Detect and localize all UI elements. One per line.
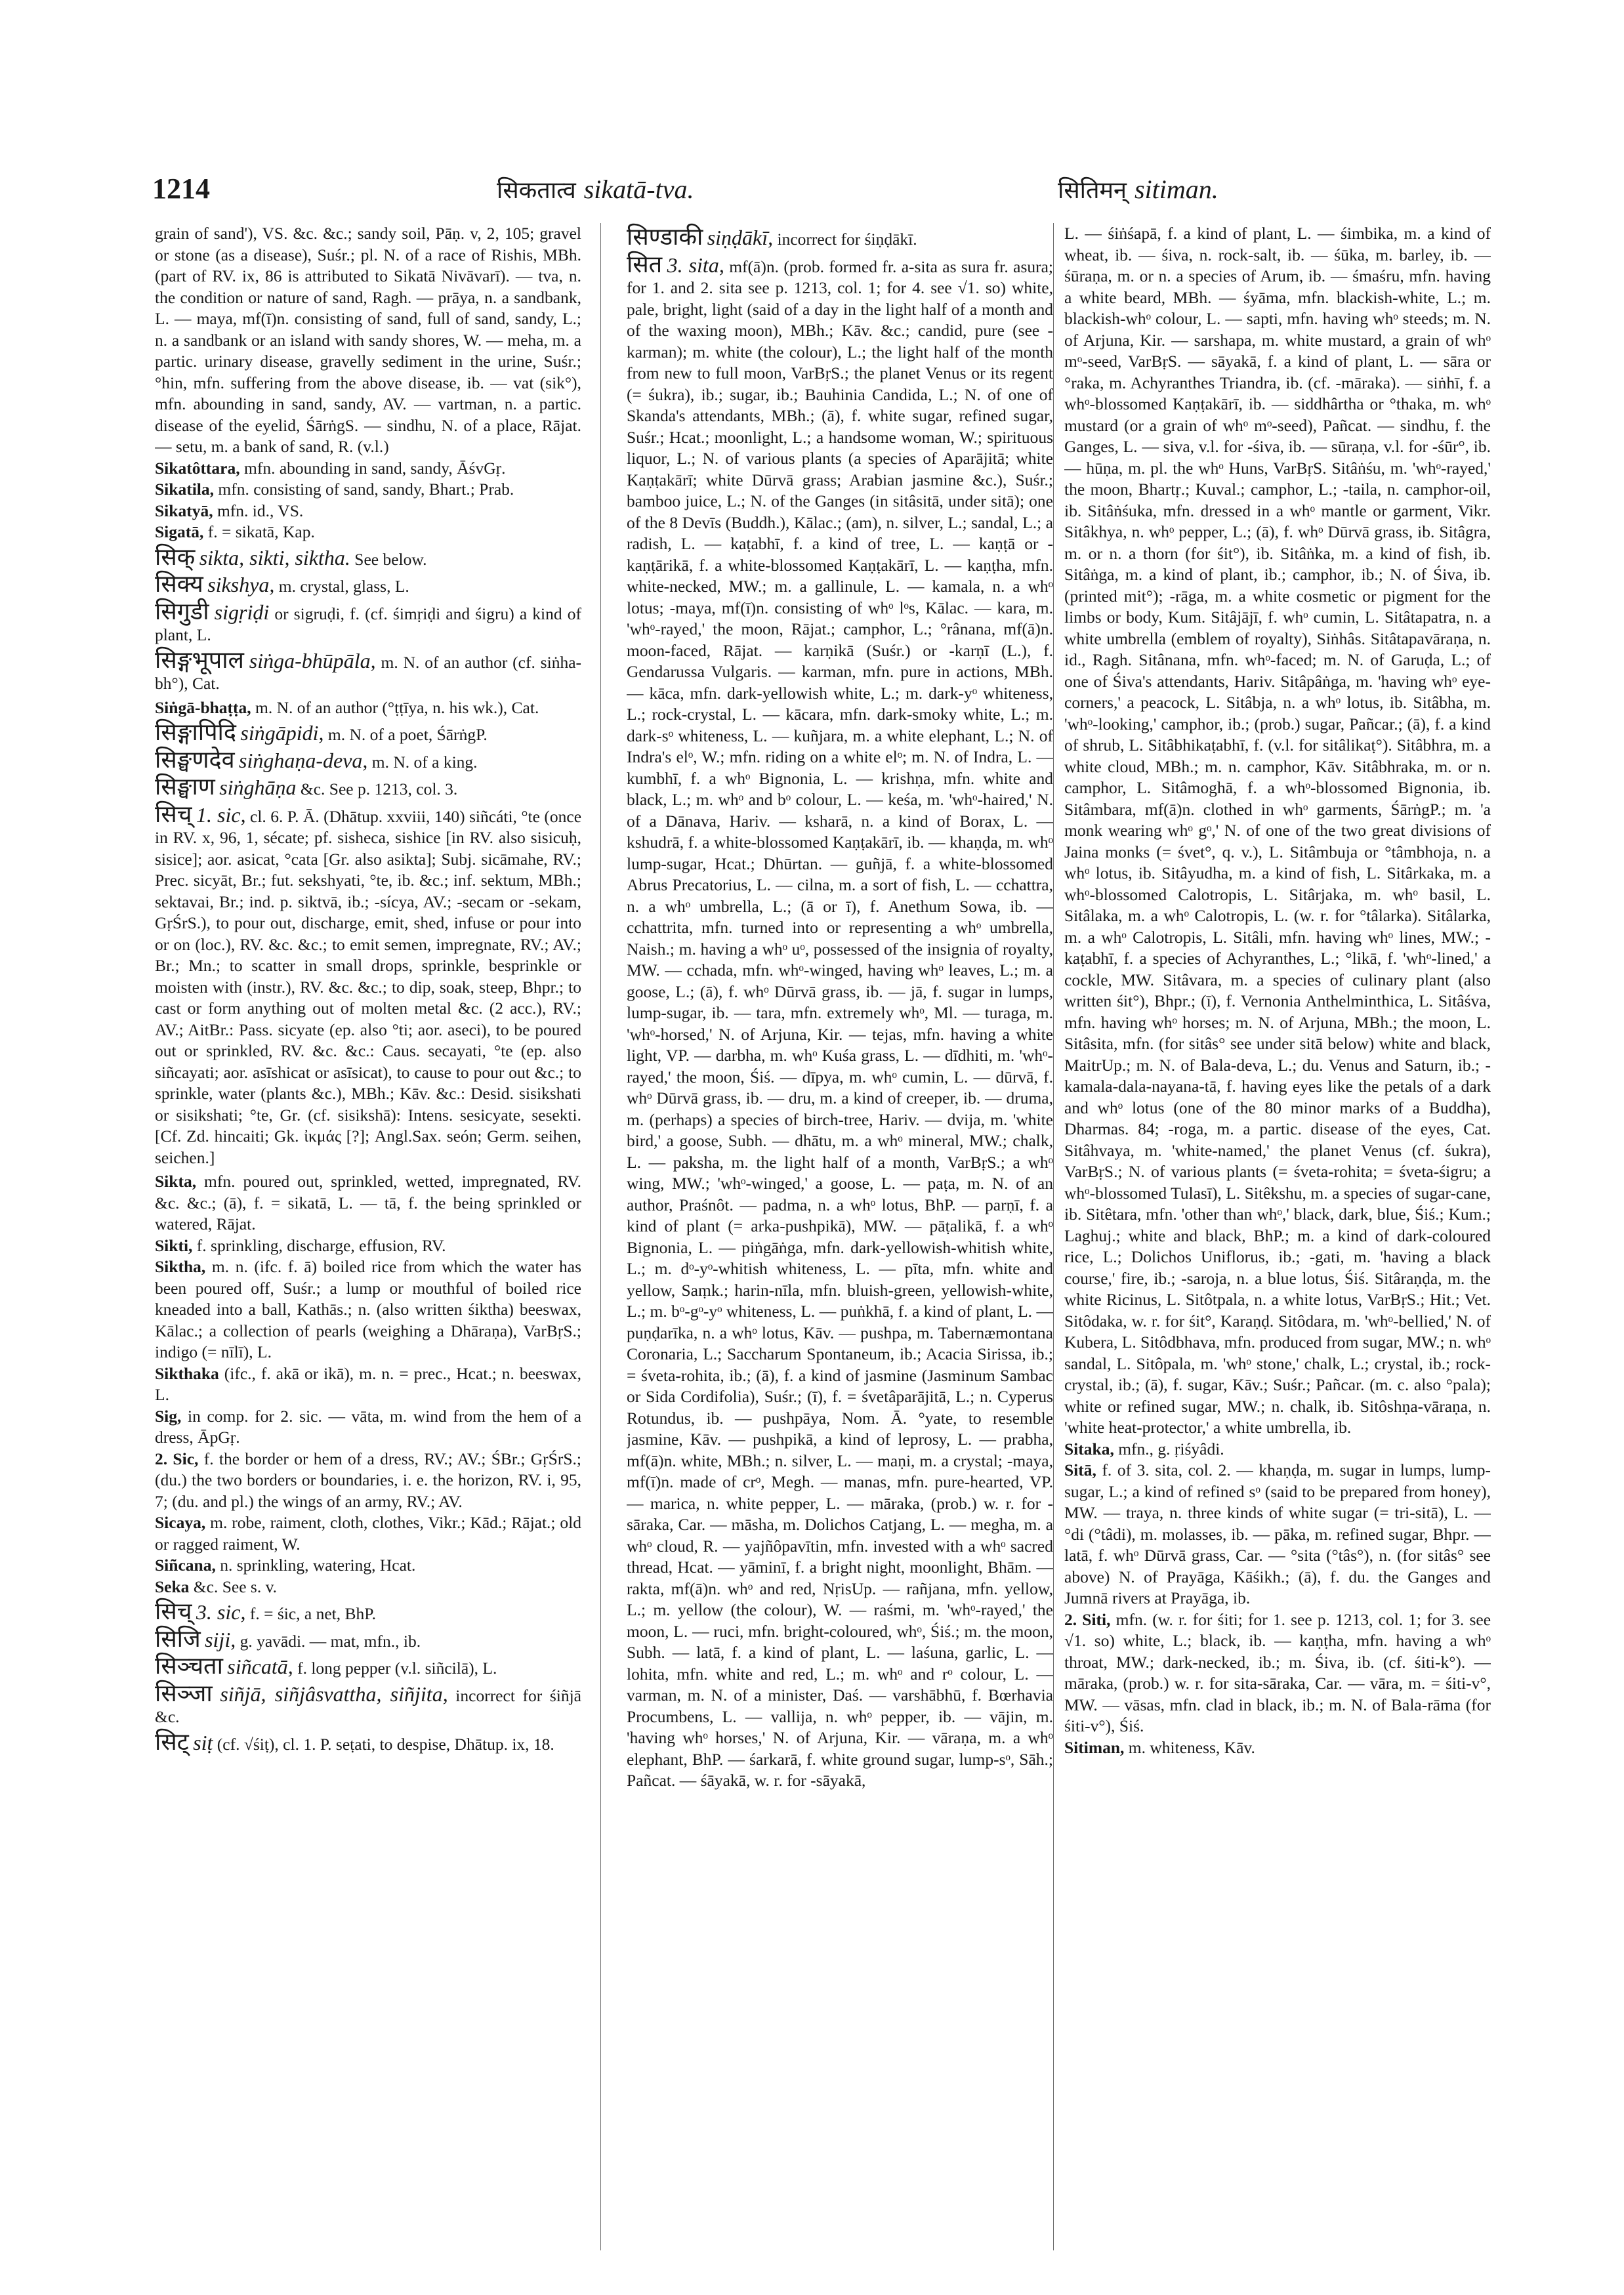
column-rule [1053, 223, 1054, 2250]
entry-translit: siṭ [193, 1730, 213, 1754]
dictionary-entry [155, 543, 581, 571]
right-head-devanagari: सितिमन् [1058, 177, 1127, 204]
entry-text: incorrect for śiṇḍākī. [777, 230, 917, 249]
entry-text: g. yavādi. — mat, mfn., ib. [239, 1631, 421, 1651]
entry-text: n. sprinkling, watering, Hcat. [220, 1556, 416, 1575]
entry-translit: siṇḍākī, [707, 226, 774, 249]
entry-text: mfn. poured out, sprinkled, wetted, impregnated, RV. &c. &c.; (ā), f. = sikatā, L. — tā, f. the being sprinkled or watered, Rājat. [155, 1172, 581, 1233]
entry-devanagari: सिङ्घणदेव [155, 746, 235, 774]
right-head-translit: sitiman. [1135, 175, 1218, 204]
entry-text: mfn. consisting of sand, sandy, Bhart.; Prab. [218, 480, 514, 499]
entry-text: m. N. of an author (cf. siṅha-bh°), Cat. [155, 652, 581, 693]
dictionary-entry [155, 800, 581, 1169]
entry-headword: Siṅgā-bhaṭṭa, [155, 697, 251, 717]
entry-text: cl. 6. P. Ā. (Dhātup. xxviii, 140) siñcáti, °te (once in RV. x, 96, 1, sécate; pf. sisheca, sishice [in RV. also sisicuḥ, sisice]; aor. asicat, °cata [Gr. also asikta]; Subj. sicāmahe, RV.; Prec. sicyāt, Br.; fut. sekshyati, °te, ib. &c.; inf. sektum, MBh.; sektavai, Br.; ind. p. siktvā, ib.; -sícya, AV.; -secam or -sekam, GṛŚrS.), to pour out, discharge, emit, shed, infuse or pour into or on (loc.), RV. &c. &c.; to emit semen, impregnate, RV.; AV.; Br.; Mn.; to scatter in small drops, sprinkle, besprinkle or moisten with (instr.), RV. &c. &c.; to dip, soak, steep, Bhpr.; to cast or form anything out of molten metal &c. (2 acc.), RV.; AV.; AitBr.: Pass. sicyate (ep. also °ti; aor. aseci), to be poured out or sprinkled, RV. &c. &c.: Caus. secayati, °te (ep. also siñcayati; aor. asīshicat or asīsicat), to cause to pour out &c.; to sprinkle, water (plants &c.), MBh.; Kāv. &c.: Desid. sisikshati or sisikshati; °te, Gr. (cf. sisikshā): Intens. sesicyate, sesekti. [Cf. Zd. hincaiti; Gk. ἰκμάς [?]; Angl.Sax. seón; Germ. seihen, seichen.] [155, 806, 581, 1167]
entry-translit: siṅgāpidi, [240, 721, 324, 745]
entry-text: in comp. for 2. sic. — vāta, m. wind from the hem of a dress, ĀpGṛ. [155, 1406, 581, 1447]
dictionary-entry [155, 1555, 581, 1577]
dictionary-entry [155, 501, 581, 522]
entry-text: f. = sikatā, Kap. [207, 522, 315, 541]
entry-devanagari: सित [627, 251, 663, 278]
entry-text: m. whiteness, Kāv. [1128, 1737, 1255, 1757]
dictionary-entry [627, 224, 1053, 251]
entry-text: See below. [354, 549, 427, 569]
entry-headword: Sikta, [155, 1172, 197, 1191]
entry-text: m. crystal, glass, L. [278, 577, 409, 596]
entry-text: m. robe, raiment, cloth, clothes, Vikr.; Kād.; Rājat.; old or ragged raiment, W. [155, 1513, 581, 1554]
entry-translit: siṅga-bhūpāla, [249, 648, 376, 672]
entry-devanagari: सिगुडी [155, 598, 209, 625]
entry-translit: 1. sic, [196, 802, 246, 827]
dictionary-entry [1064, 223, 1491, 1439]
dictionary-entry [155, 697, 581, 719]
entry-translit: sikta, sikti, siktha. [199, 545, 350, 569]
entry-headword: Siñcana, [155, 1556, 216, 1575]
entry-text: (cf. √śiṭ), cl. 1. P. seṭati, to despise, Dhātup. ix, 18. [217, 1734, 554, 1754]
dictionary-entry [1064, 1439, 1491, 1460]
entry-devanagari: सिच् [155, 800, 192, 828]
dictionary-entry [155, 1171, 581, 1235]
entry-text: &c. See p. 1213, col. 3. [300, 779, 458, 798]
entry-text: mf(ā)n. (prob. formed fr. a-sita as sura fr. asura; for 1. and 2. sita see p. 1213, col. 1; for 4. see √1. so) white, pale, bright, light (said of a day in the light half of a month and of the waxing moon), MBh.; Kāv. &c.; candid, pure (see -karman); m. white (the colour), L.; the light half of the month from new to full moon, VarBṛS.; the planet Venus or its regent (= śukra), ib.; sugar, ib.; Bauhinia Candida, L.; N. of one of Skanda's attendants, MBh.; (ā), f. white sugar, refined sugar, Suśr.; Hcat.; moonlight, L.; a handsome woman, W.; spirituous liquor, L.; N. of various plants (a species of Aparājitā; white Kaṇṭakārī; white Dūrvā grass; Arabian jasmine &c.), Suśr.; bamboo juice, L.; N. of the Ganges (in sitâsitā, under sitā); one of the 8 Devīs (Buddh.), Kālac.; (am), n. silver, L.; sandal, L.; a radish, L. — kaṭabhī, f. a kind of tree, L. — kaṇṭā or -kaṇṭārikā, f. a white-blossomed Kaṇṭakārī, L. — kaṇṭha, mfn. white-necked, MW.; m. a gallinule, L. — kamala, n. a whᵒ lotus; -maya, mf(ī)n. consisting of whᵒ lᵒs, Kālac. — kara, m. 'whᵒ-rayed,' the moon, Rājat.; camphor, L.; °rânana, mf(ā)n. moon-faced, Rājat. — karṇikā (Suśr.) or -karṇī (L.), f. Gendarussa Vulgaris. — karman, mfn. pure in actions, MBh. — kāca, mfn. dark-yellowish white, L.; m. dark-yᵒ whiteness, L.; rock-crystal, L. — kācara, mfn. dark-smoky white, L.; m. dark-sᵒ whiteness, L. — kuñjara, m. a white elephant, L.; N. of Indra's elᵒ, W.; mfn. riding on a white elᵒ; m. N. of Indra, L. — kumbhī, f. a whᵒ Bignonia, L. — krishṇa, mfn. white and black, L.; m. whᵒ and bᵒ colour, L. — keśa, m. 'whᵒ-haired,' N. of a Dānava, Hariv. — ksharā, n. a kind of Borax, L. — kshudrā, f. a white-blossomed Kaṇṭakārī, ib. — khaṇḍa, m. whᵒ lump-sugar, Hcat.; Dhūrtan. — guñjā, f. a white-blossomed Abrus Precatorius, L. — cilna, m. a sort of fish, L. — cchattra, n. a whᵒ umbrella, L.; (ā or ī), f. Anethum Sowa, ib. — cchattrita, mfn. turned into or representing a whᵒ umbrella, Naish.; m. having a whᵒ uᵒ, possessed of the insignia of royalty, MW. — cchada, mfn. whᵒ-winged, having whᵒ leaves, L.; m. a goose, L.; (ā), f. whᵒ Dūrvā grass, ib. — jā, f. sugar in lumps, lump-sugar, ib. — tara, mfn. extremely whᵒ, Ml. — turaga, m. 'whᵒ-horsed,' N. of Arjuna, Kir. — tejas, mfn. having a white light, VP. — darbha, m. whᵒ Kuśa grass, L. — dīdhiti, m. 'whᵒ-rayed,' the moon, Śiś. — dīpya, m. whᵒ cumin, L. — dūrvā, f. whᵒ Dūrvā grass, ib. — dru, m. a kind of creeper, ib. — druma, m. (perhaps) a species of birch-tree, Hariv. — dvija, m. 'white bird,' a goose, Subh. — dhātu, m. a whᵒ mineral, MW.; chalk, L. — paksha, m. the light half of a month, VarBṛS.; a whᵒ wing, MW.; 'whᵒ-winged,' a goose, L. — paṭa, m. N. of an author, Praśnôt. — padma, n. a whᵒ lotus, BhP. — parṇī, f. a kind of plant (= arka-pushpikā), MW. — pāṭalikā, f. a whᵒ Bignonia, L. — piṅgāṅga, mfn. dark-yellowish-whitish white, L.; m. dᵒ-yᵒ-whitish whiteness, L. — pīta, mfn. white and yellow, Saṃk.; harin-nīla, mfn. bluish-green, yellowish-white, L.; m. bᵒ-gᵒ-yᵒ whiteness, L. — puṅkhā, f. a kind of plant, L. — puṇḍarīka, n. a whᵒ lotus, Kāv. — pushpa, m. Tabernæmontana Coronaria, L.; Saccharum Spontaneum, ib.; Acacia Sirissa, ib.; = śveta-rohita, ib.; (ā), f. a kind of jasmine (Jasminum Sambac or Sida Cordifolia), Suśr.; (ī), f. = śvetâparājitā, L.; n. Cyperus Rotundus, ib. — pushpāya, Nom. Ā. °yate, to resemble jasmine, Kāv. — pushpikā, a kind of leprosy, L. — prabha, mf(ā)n. white, MBh.; n. silver, L. — maṇi, m. a crystal; -maya, mf(ī)n. made of crᵒ, Megh. — manas, mfn. pure-hearted, VP. — marica, n. white pepper, L. — māraka, (prob.) w. r. for -sāraka, Car. — māsha, m. Dolichos Catjang, L. — megha, m. a whᵒ cloud, R. — yajñôpavītin, mfn. invested with a whᵒ sacred thread, Hcat. — yāminī, f. a bright night, moonlight, Bhām. — rakta, mf(ā)n. whᵒ and red, NṛisUp. — rañjana, mfn. yellow, L.; m. yellow (the colour), W. — raśmi, m. 'whᵒ-rayed,' the moon, L. — ruci, mfn. bright-coloured, whᵒ, Śiś.; m. the moon, Subh. — latā, f. a kind of plant, L. — laśuna, garlic, L. — lohita, mfn. white and red, L.; m. whᵒ and rᵒ colour, L. — varman, m. N. of a minister, Daś. — varshābhū, f. Bœrhavia Procumbens, L. — vallija, n. whᵒ pepper, ib. — vājin, m. 'having whᵒ horses,' N. of Arjuna, Kir. — vāraṇa, m. a whᵒ elephant, BhP. — śarkarā, f. white ground sugar, lump-sᵒ, Sāh.; Pañcat. — śāyakā, w. r. for -sāyakā, [627, 257, 1053, 1790]
dictionary-entry [155, 458, 581, 480]
dictionary-entry [155, 1449, 581, 1513]
dictionary-entry [1064, 1460, 1491, 1609]
entry-text: f. = śic, a net, BhP. [249, 1604, 376, 1623]
entry-text: (ifc., f. akā or ikā), m. n. = prec., Hcat.; n. beeswax, L. [155, 1363, 581, 1404]
entry-text: or sigruḍi, f. (cf. śimṛiḍi and śigru) a kind of plant, L. [155, 604, 581, 644]
entry-headword: Sikatila, [155, 480, 214, 499]
dictionary-entry [155, 223, 581, 458]
dictionary-entry [155, 746, 581, 774]
entry-translit: 3. sita, [667, 253, 724, 277]
dictionary-entry [627, 251, 1053, 1792]
dictionary-entry [155, 1577, 581, 1598]
entry-text: m. N. of a poet, ŚārṅgP. [327, 725, 488, 744]
entry-translit: siṅghaṇa-deva, [238, 748, 368, 772]
entry-headword: Sigatā, [155, 522, 204, 541]
entry-headword: Sitaka, [1064, 1439, 1114, 1458]
entry-translit: sikshya, [207, 573, 275, 596]
entry-devanagari: सिक्य [155, 571, 203, 598]
entry-text: m. N. of an author (°ṭṭīya, n. his wk.), Cat. [255, 697, 539, 717]
dictionary-entry [155, 1406, 581, 1449]
entry-headword: Sicaya, [155, 1513, 206, 1532]
dictionary-entry [155, 479, 581, 501]
entry-text: mfn. id., VS. [217, 501, 304, 520]
entry-devanagari: सिच् [155, 1598, 192, 1625]
entry-headword: Siktha, [155, 1257, 206, 1276]
dictionary-entry [155, 1256, 581, 1363]
page-header [152, 172, 1465, 211]
entry-devanagari: सिण्डाकी [627, 224, 703, 251]
dictionary-entry [155, 522, 581, 543]
entry-headword: 2. Siti, [1064, 1609, 1111, 1629]
entry-text: mfn., g. ṛiśyâdi. [1118, 1439, 1224, 1458]
dictionary-entry [155, 1728, 581, 1756]
dictionary-entry [155, 774, 581, 800]
dictionary-column-3 [1064, 223, 1491, 2270]
dictionary-entry [155, 598, 581, 646]
entry-text: f. long pepper (v.l. siñcilā), L. [297, 1659, 497, 1678]
entry-text: m. N. of a king. [371, 752, 478, 772]
dictionary-entry [1064, 1609, 1491, 1737]
entry-text: &c. See s. v. [193, 1577, 278, 1596]
entry-text: mfn. (w. r. for śiti; for 1. see p. 1213, col. 1; for 3. see √1. so) white, L.; black, ib. — kaṇṭha, mfn. having a whᵒ throat, MW.; dark-necked, ib.; m. Śiva, ib. (cf. śiti-k°). — māraka, (prob.) w. r. for sita-sāraka, Car. — vāra, m. = śiti-v°, MW. — vāsas, mfn. clad in black, ib.; m. N. of Bala-rāma (for śiti-v°), Śiś. [1064, 1609, 1491, 1735]
left-head-translit: sikatā-tva. [583, 175, 694, 204]
entry-devanagari: सिङ्गभूपाल [155, 646, 244, 674]
dictionary-entry [155, 646, 581, 695]
entry-text: f. of 3. sita, col. 2. — khaṇḍa, m. sugar in lumps, lump-sugar, L.; a kind of refined sᵒ (said to be prepared from honey), MW. — traya, n. three kinds of white sugar (= tri-sitā), L. — °di (°tâdi), m. molasses, ib. — pāka, m. refined sugar, Bhpr. — latā, f. whᵒ Dūrvā grass, Car. — °sita (°tâs°), n. (for sitâs° see above) N. of Prayāga, Kāśikh.; (ā), f. du. the Ganges and Jumnā rivers at Prayāga, ib. [1064, 1460, 1491, 1607]
dictionary-entry [155, 1653, 581, 1680]
dictionary-entry [155, 1512, 581, 1555]
dictionary-entry [155, 1363, 581, 1406]
entry-translit: 3. sic, [196, 1600, 246, 1624]
entry-translit: siñcatā, [227, 1655, 293, 1678]
entry-devanagari: सिट् [155, 1728, 189, 1756]
entry-devanagari: सिक् [155, 543, 196, 571]
dictionary-entry [155, 719, 581, 746]
entry-headword: Sikthaka [155, 1363, 219, 1383]
left-running-head [497, 173, 694, 205]
dictionary-entry [155, 1625, 581, 1653]
entry-devanagari: सिङ्गापिदि [155, 719, 236, 746]
entry-headword: Sikatôttara, [155, 458, 240, 478]
right-running-head [1058, 173, 1218, 205]
dictionary-column-1 [155, 223, 581, 2270]
entry-text: L. — śiṅśapā, f. a kind of plant, L. — śimbika, m. a kind of wheat, ib. — śiva, n. rock-salt, ib. — śūka, m. barley, ib. — śūraṇa, m. or n. a species of Arum, ib. — śmaśru, mfn. having a white beard, MBh. — śyāma, mfn. blackish-white, L.; m. blackish-whᵒ colour, L. — sapti, mfn. having whᵒ steeds; m. N. of Arjuna, Kir. — sarshapa, m. white mustard, a grain of whᵒ mᵒ-seed, VarBṛS. — sāyakā, f. a kind of plant, L. — sāra or °raka, m. Achyranthes Triandra, ib. (cf. -māraka). — siṅhī, f. a whᵒ-blossomed Kaṇṭakārī, ib. — siddhârtha or °thaka, m. whᵒ mustard (or a grain of whᵒ mᵒ-seed), Pañcat. — sindhu, f. the Ganges, L. — siva, v.l. for -śiva, ib. — sūraṇa, v.l. for -śūr°, ib. — hūṇa, m. pl. the whᵒ Huns, VarBṛS. Sitâṅśu, m. 'whᵒ-rayed,' the moon, Bhartṛ.; Kuval.; camphor, L.; -taila, n. camphor-oil, ib. Sitâṅśuka, mfn. dressed in a whᵒ mantle or garment, Vikr. Sitâkhya, n. whᵒ pepper, L.; (ā), f. whᵒ Dūrvā grass, ib. Sitâgra, m. or n. a thorn (for śit°), ib. Sitâṅka, m. a kind of fish, ib. Sitâṅga, m. a kind of plant, ib.; camphor, ib.; N. of Śiva, ib. (printed mit°); -rāga, m. a white cosmetic or pigment for the limbs or body, Kum. Sitâjājī, f. whᵒ cumin, L. Sitâtapatra, n. a white umbrella (emblem of royalty), Siṅhâs. Sitâtapavāraṇa, n. id., Ragh. Sitânana, mfn. whᵒ-faced; m. N. of Garuḍa, L.; of one of Śiva's attendants, Hariv. Sitâpâṅga, m. 'having whᵒ eye-corners,' a peacock, L. Sitâbja, n. a whᵒ lotus, ib. Sitâbha, m. 'whᵒ-looking,' camphor, ib.; (prob.) sugar, Pañcar.; (ā), f. a kind of shrub, L. Sitâbhikaṭabhī, f. (v.l. for sitâlikaṭ°). Sitâbhra, m. a white cloud, MBh.; m. n. camphor, Kāv. Sitâbhraka, m. or n. camphor, L. Sitâmoghā, f. a whᵒ-blossomed Bignonia, ib. Sitâmbara, mf(ā)n. clothed in whᵒ garments, ŚārṅgP.; m. 'a monk wearing whᵒ gᵒ,' N. of one of the two great divisions of Jaina monks (= śvet°, q. v.), L. Sitâmbuja or °tâmbhoja, n. a whᵒ lotus, ib. Sitâyudha, m. a kind of fish, L. Sitârkaka, m. a whᵒ-blossomed Calotropis, L. Sitârjaka, m. whᵒ basil, L. Sitâlaka, m. a whᵒ Calotropis, L. (w. r. for °tâlarka). Sitâlarka, m. a whᵒ Calotropis, L. Sitâli, mfn. having whᵒ lines, MW.; -kaṭabhī, f. a species of Achyranthes, L.; °likā, f. 'whᵒ-lined,' a cockle, MW. Sitâvara, m. a species of culinary plant (also written śit°), Bhpr.; (ī), f. Vernonia Anthelminthica, L. Sitâśva, mfn. having whᵒ horses; m. N. of Arjuna, MBh.; the moon, L. Sitâsita, mfn. (for sitâs° see under sitā below) white and black, MaitrUp.; m. N. of Bala-deva, L.; du. Venus and Saturn, ib.; -kamala-dala-nayana-tā, f. having eyes like the petals of a dark and whᵒ lotus (one of the 80 minor marks of a Buddha), Dharmas. 84; -roga, m. a partic. disease of the eyes, Cat. Sitâhvaya, m. 'white-named,' the planet Venus (cf. śukra), VarBṛS.; N. of various plants (= śveta-rohita; = śveta-śigru; a whᵒ-blossomed Tulasī), L. Sitêkshu, m. a species of sugar-cane, ib. Sitêtara, mfn. 'other than whᵒ,' black, dark, blue, Śiś.; Kum.; Laghuj.; white and black, BhP.; m. a kind of dark-coloured rice, L.; Dolichos Uniflorus, ib.; -gati, m. 'having a black course,' fire, ib.; -saroja, n. a blue lotus, Śiś. Sitâraṇḍa, m. the white Ricinus, L. Sitôtpala, n. a white lotus, VarBṛS.; Hit.; Vet. Sitôdaka, w. r. for śit°, Karaṇḍ. Sitôdara, m. 'whᵒ-bellied,' N. of Kubera, L. Sitôdbhava, mfn. produced from sugar, MW.; n. whᵒ sandal, L. Sitôpala, m. 'whᵒ stone,' chalk, L.; crystal, ib.; rock-crystal, ib.; (ā), f. sugar, Kāv.; Suśr.; Pañcar. (m. c. also °pala); white or refined sugar, MW.; n. chalk, ib. Sitôshṇa-vāraṇa, n. 'white heat-protector,' a white umbrella, ib. [1064, 224, 1491, 1437]
dictionary-entry [155, 571, 581, 598]
dictionary-entry [155, 1680, 581, 1728]
entry-text: incorrect for śiñjā &c. [155, 1685, 581, 1726]
entry-devanagari: सिजि [155, 1625, 201, 1653]
entry-text: mfn. abounding in sand, sandy, ĀśvGṛ. [244, 458, 506, 478]
entry-headword: Sikti, [155, 1235, 193, 1255]
entry-headword: 2. Sic, [155, 1449, 199, 1468]
dictionary-column-2 [627, 223, 1053, 2270]
entry-headword: Sikatyā, [155, 501, 213, 520]
entry-headword: Sitiman, [1064, 1737, 1125, 1757]
entry-devanagari: सिञ्चता [155, 1653, 223, 1680]
entry-headword: Seka [155, 1577, 190, 1596]
entry-devanagari: सिङ्घाण [155, 774, 215, 800]
dictionary-entry [1064, 1737, 1491, 1759]
entry-translit: siji, [205, 1627, 236, 1651]
dictionary-entry [155, 1598, 581, 1625]
entry-text: grain of sand'), VS. &c. &c.; sandy soil, Pāṇ. v, 2, 105; gravel or stone (as a disease), Suśr.; pl. N. of a race of Rishis, MBh. (part of RV. ix, 86 is attributed to Sikatā Nivāvarī). — tva, n. the condition or nature of sand, Ragh. — prāya, n. a sandbank, L. — maya, mf(ī)n. consisting of sand, full of sand, sandy, L.; n. a sandbank or an island with sandy shores, W. — meha, m. a partic. urinary disease, gravelly sediment in the urine, Suśr.; °hin, mfn. suffering from the above disease, ib. — vat (sik°), mfn. abounding in sand, sandy, AV. — vartman, n. a partic. disease of the eyelid, ŚārṅgS. — sindhu, N. of a place, Rājat. — setu, m. a bank of sand, R. (v.l.) [155, 224, 581, 456]
entry-text: f. sprinkling, discharge, effusion, RV. [196, 1235, 446, 1255]
entry-devanagari: सिञ्जा [155, 1680, 213, 1707]
entry-text: f. the border or hem of a dress, RV.; AV.; ŚBr.; GṛŚrS.; (du.) the two borders or boundaries, i. e. the horizon, RV. i, 95, 7; (du. and pl.) the wings of an army, RV.; AV. [155, 1449, 581, 1511]
entry-headword: Sitā, [1064, 1460, 1096, 1479]
entry-translit: siñjā, siñjâsvattha, siñjita, [220, 1682, 448, 1706]
entry-text: m. n. (ifc. f. ā) boiled rice from which the water has been poured off, Suśr.; a lump or mouthful of boiled rice kneaded into a ball, Kathās.; n. (also written śiktha) beeswax, Kālac.; a collection of pearls (weighing a Dhāraṇa), VarBṛS.; indigo (= nīlī), L. [155, 1257, 581, 1361]
entry-translit: sigṛiḍi [214, 600, 270, 624]
left-head-devanagari: सिकतात्व [497, 177, 576, 204]
entry-headword: Sig, [155, 1406, 182, 1426]
entry-translit: siṅghāṇa [219, 775, 297, 799]
dictionary-entry [155, 1235, 581, 1257]
page-number: 1214 [152, 173, 210, 205]
column-rule [600, 223, 601, 2250]
